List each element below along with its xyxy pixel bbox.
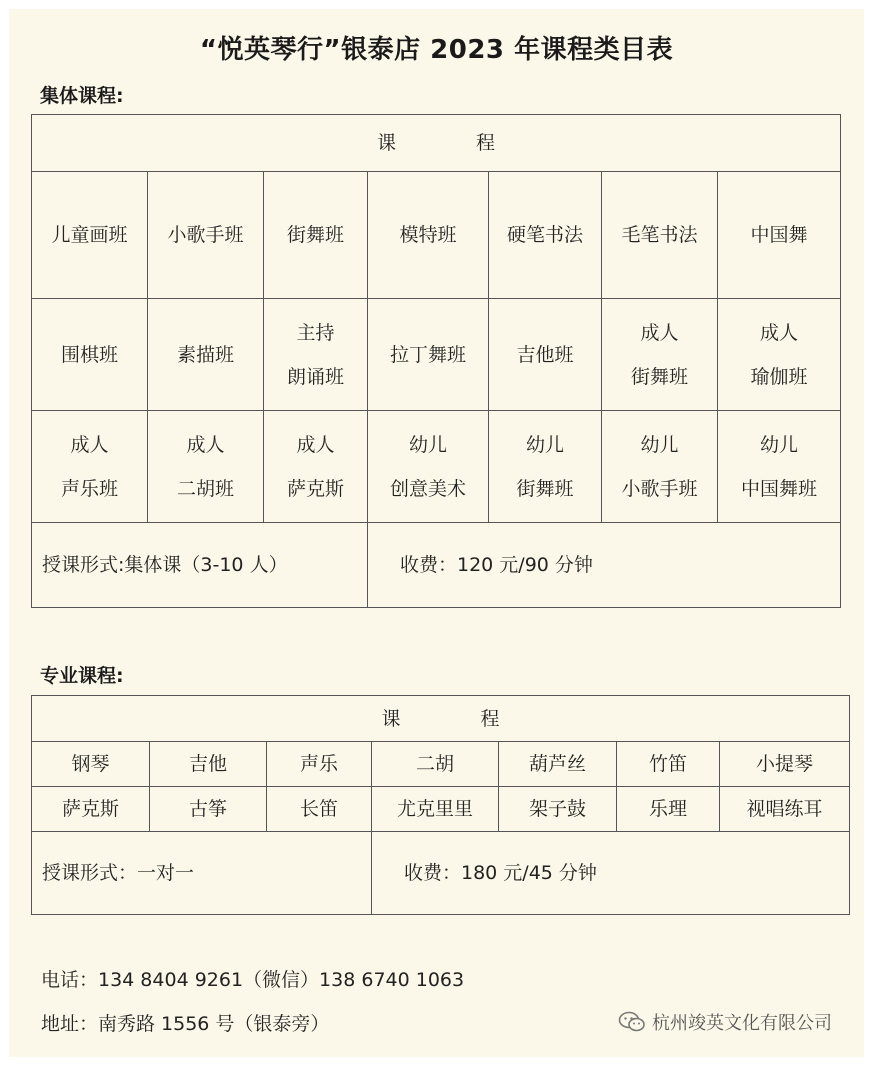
course-cell: 模特班 [368,172,489,299]
course-catalog-page [9,9,864,1057]
page-title: “悦英琴行”银泰店 2023 年课程类目表 [199,35,674,65]
course-cell: 成人 声乐班 [32,411,148,523]
pro-fee-cell: 收费：180 元/45 分钟 [372,832,850,915]
course-cell: 小歌手班 [148,172,264,299]
course-cell: 成人 瑜伽班 [718,299,841,411]
pro-table-header: 课 程 [32,696,850,742]
course-cell: 声乐 [267,742,372,787]
course-cell: 钢琴 [32,742,150,787]
group-table-header: 课 程 [32,115,841,172]
group-courses-table [31,114,841,608]
phone-line: 电话：134 8404 9261（微信）138 6740 1063 [41,969,465,991]
course-cell: 吉他 [150,742,267,787]
course-cell: 成人 二胡班 [148,411,264,523]
course-cell: 围棋班 [32,299,148,411]
course-cell: 吉他班 [489,299,602,411]
watermark-text: 杭州竣英文化有限公司 [652,1013,832,1034]
course-cell: 视唱练耳 [720,787,850,832]
course-cell: 幼儿 创意美术 [368,411,489,523]
course-cell: 中国舞 [718,172,841,299]
course-cell: 成人 萨克斯 [264,411,368,523]
wechat-icon [618,1011,646,1033]
pro-format-cell: 授课形式：一对一 [32,832,372,915]
course-cell: 街舞班 [264,172,368,299]
course-cell: 二胡 [372,742,499,787]
course-cell: 幼儿 小歌手班 [602,411,718,523]
course-cell: 幼儿 街舞班 [489,411,602,523]
course-cell: 毛笔书法 [602,172,718,299]
course-cell: 萨克斯 [32,787,150,832]
group-courses-label: 集体课程: [40,85,124,107]
course-cell: 葫芦丝 [499,742,617,787]
course-cell: 硬笔书法 [489,172,602,299]
course-cell: 小提琴 [720,742,850,787]
course-cell: 幼儿 中国舞班 [718,411,841,523]
course-cell: 乐理 [617,787,720,832]
course-cell: 架子鼓 [499,787,617,832]
course-cell: 古筝 [150,787,267,832]
course-cell: 主持 朗诵班 [264,299,368,411]
address-line: 地址：南秀路 1556 号（银泰旁） [41,1013,330,1035]
course-cell: 儿童画班 [32,172,148,299]
course-cell: 成人 街舞班 [602,299,718,411]
pro-courses-label: 专业课程: [40,665,124,687]
pro-courses-table [31,695,850,915]
group-fee-cell: 收费：120 元/90 分钟 [368,523,841,608]
course-cell: 拉丁舞班 [368,299,489,411]
watermark [618,1009,832,1035]
course-cell: 竹笛 [617,742,720,787]
group-format-cell: 授课形式:集体课（3-10 人） [32,523,368,608]
course-cell: 尤克里里 [372,787,499,832]
course-cell: 长笛 [267,787,372,832]
course-cell: 素描班 [148,299,264,411]
